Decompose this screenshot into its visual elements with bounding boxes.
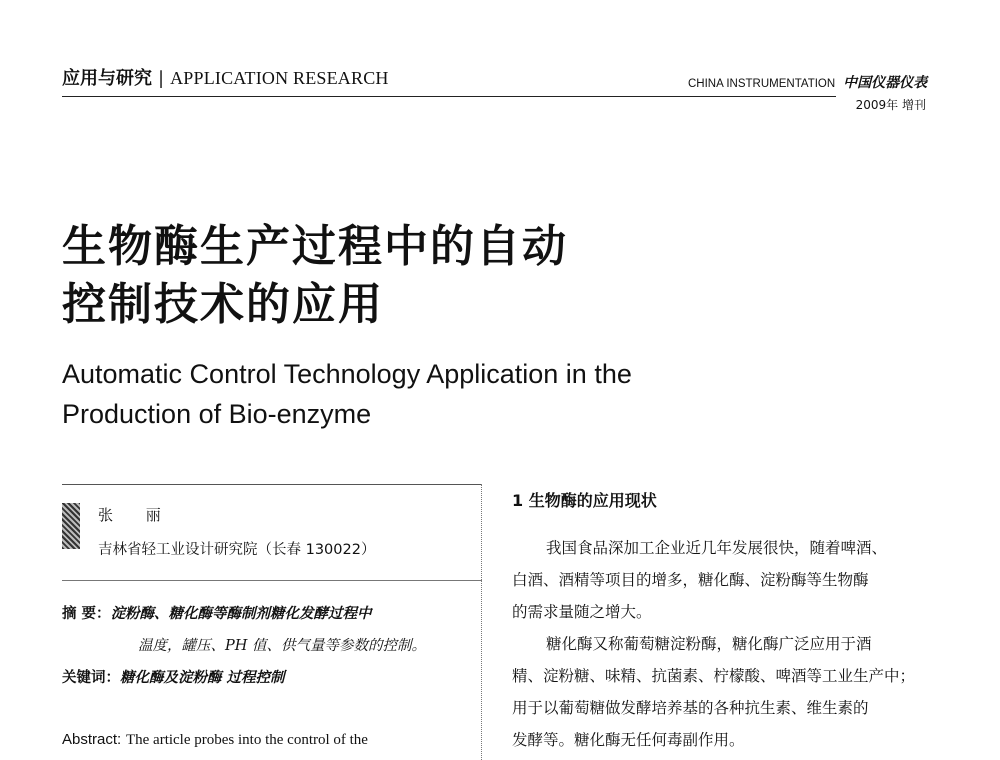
para-1-line-1: 我国食品深加工企业近几年发展很快，随着啤酒、 xyxy=(546,539,888,557)
abstract-en-text: The article probes into the control of the xyxy=(125,732,368,748)
para-2-line-2: 精、淀粉糖、味精、抗菌素、柠檬酸、啤酒等工业生产中； xyxy=(512,667,916,685)
abstract-cn xyxy=(62,602,372,623)
keywords xyxy=(62,666,285,687)
abstract-cn-line-1: 淀粉酶、糖化酶等酶制剂糖化发酵过程中 xyxy=(110,606,372,622)
para-1-line-2: 白酒、酒精等项目的增多，糖化酶、淀粉酶等生物酶 xyxy=(512,571,869,589)
title-en-line-1: Automatic Control Technology Application in the xyxy=(62,359,632,389)
para-2-line-1: 糖化酶又称葡萄糖淀粉酶，糖化酶广泛应用于酒 xyxy=(546,635,872,653)
header-separator: | xyxy=(158,68,165,89)
title-cn-line-1: 生物酶生产过程中的自动 xyxy=(62,221,568,272)
section-1-heading: 1 生物酶的应用现状 xyxy=(512,491,657,510)
abstract-cn-label: 摘 要： xyxy=(62,606,111,622)
author-affiliation: 吉林省轻工业设计研究院（长春 130022） xyxy=(98,542,376,558)
journal-issue: 2009年 增刊 xyxy=(855,98,926,112)
para-2-line-3: 用于以葡萄糖做发酵培养基的各种抗生素、维生素的 xyxy=(512,699,869,717)
journal-name-en: CHINA INSTRUMENTATION xyxy=(688,78,836,90)
section-1-paragraph-1 xyxy=(512,532,942,628)
running-header-section xyxy=(62,64,389,90)
title-en-line-2: Production of Bio-enzyme xyxy=(62,399,372,429)
article-title-cn xyxy=(62,218,568,334)
title-cn-line-2: 控制技术的应用 xyxy=(62,279,384,330)
keywords-label: 关键词： xyxy=(62,670,120,686)
keywords-text: 糖化酶及淀粉酶 过程控制 xyxy=(120,670,285,686)
para-2-line-4: 发酵等。糖化酶无任何毒副作用。 xyxy=(512,731,745,749)
abstract-cn-line-2: 温度，罐压、PH 值、供气量等参数的控制。 xyxy=(138,638,427,654)
abstract-en-label: Abstract: xyxy=(62,731,122,748)
section-label-cn: 应用与研究 xyxy=(62,68,152,89)
header-rule xyxy=(62,96,836,97)
para-1-line-3: 的需求量随之增大。 xyxy=(512,603,652,621)
author-box-bottom-rule xyxy=(62,580,482,581)
author-marker-icon xyxy=(62,503,80,549)
section-1-paragraph-2 xyxy=(512,628,942,756)
article-title-en xyxy=(62,354,632,434)
author-name: 张 丽 xyxy=(98,506,175,524)
journal-name xyxy=(688,72,927,92)
column-divider xyxy=(481,484,482,760)
journal-name-cn: 中国仪器仪表 xyxy=(843,75,928,91)
section-label-en: APPLICATION RESEARCH xyxy=(170,68,389,88)
author-box-top-rule xyxy=(62,484,482,485)
abstract-en xyxy=(62,730,368,749)
